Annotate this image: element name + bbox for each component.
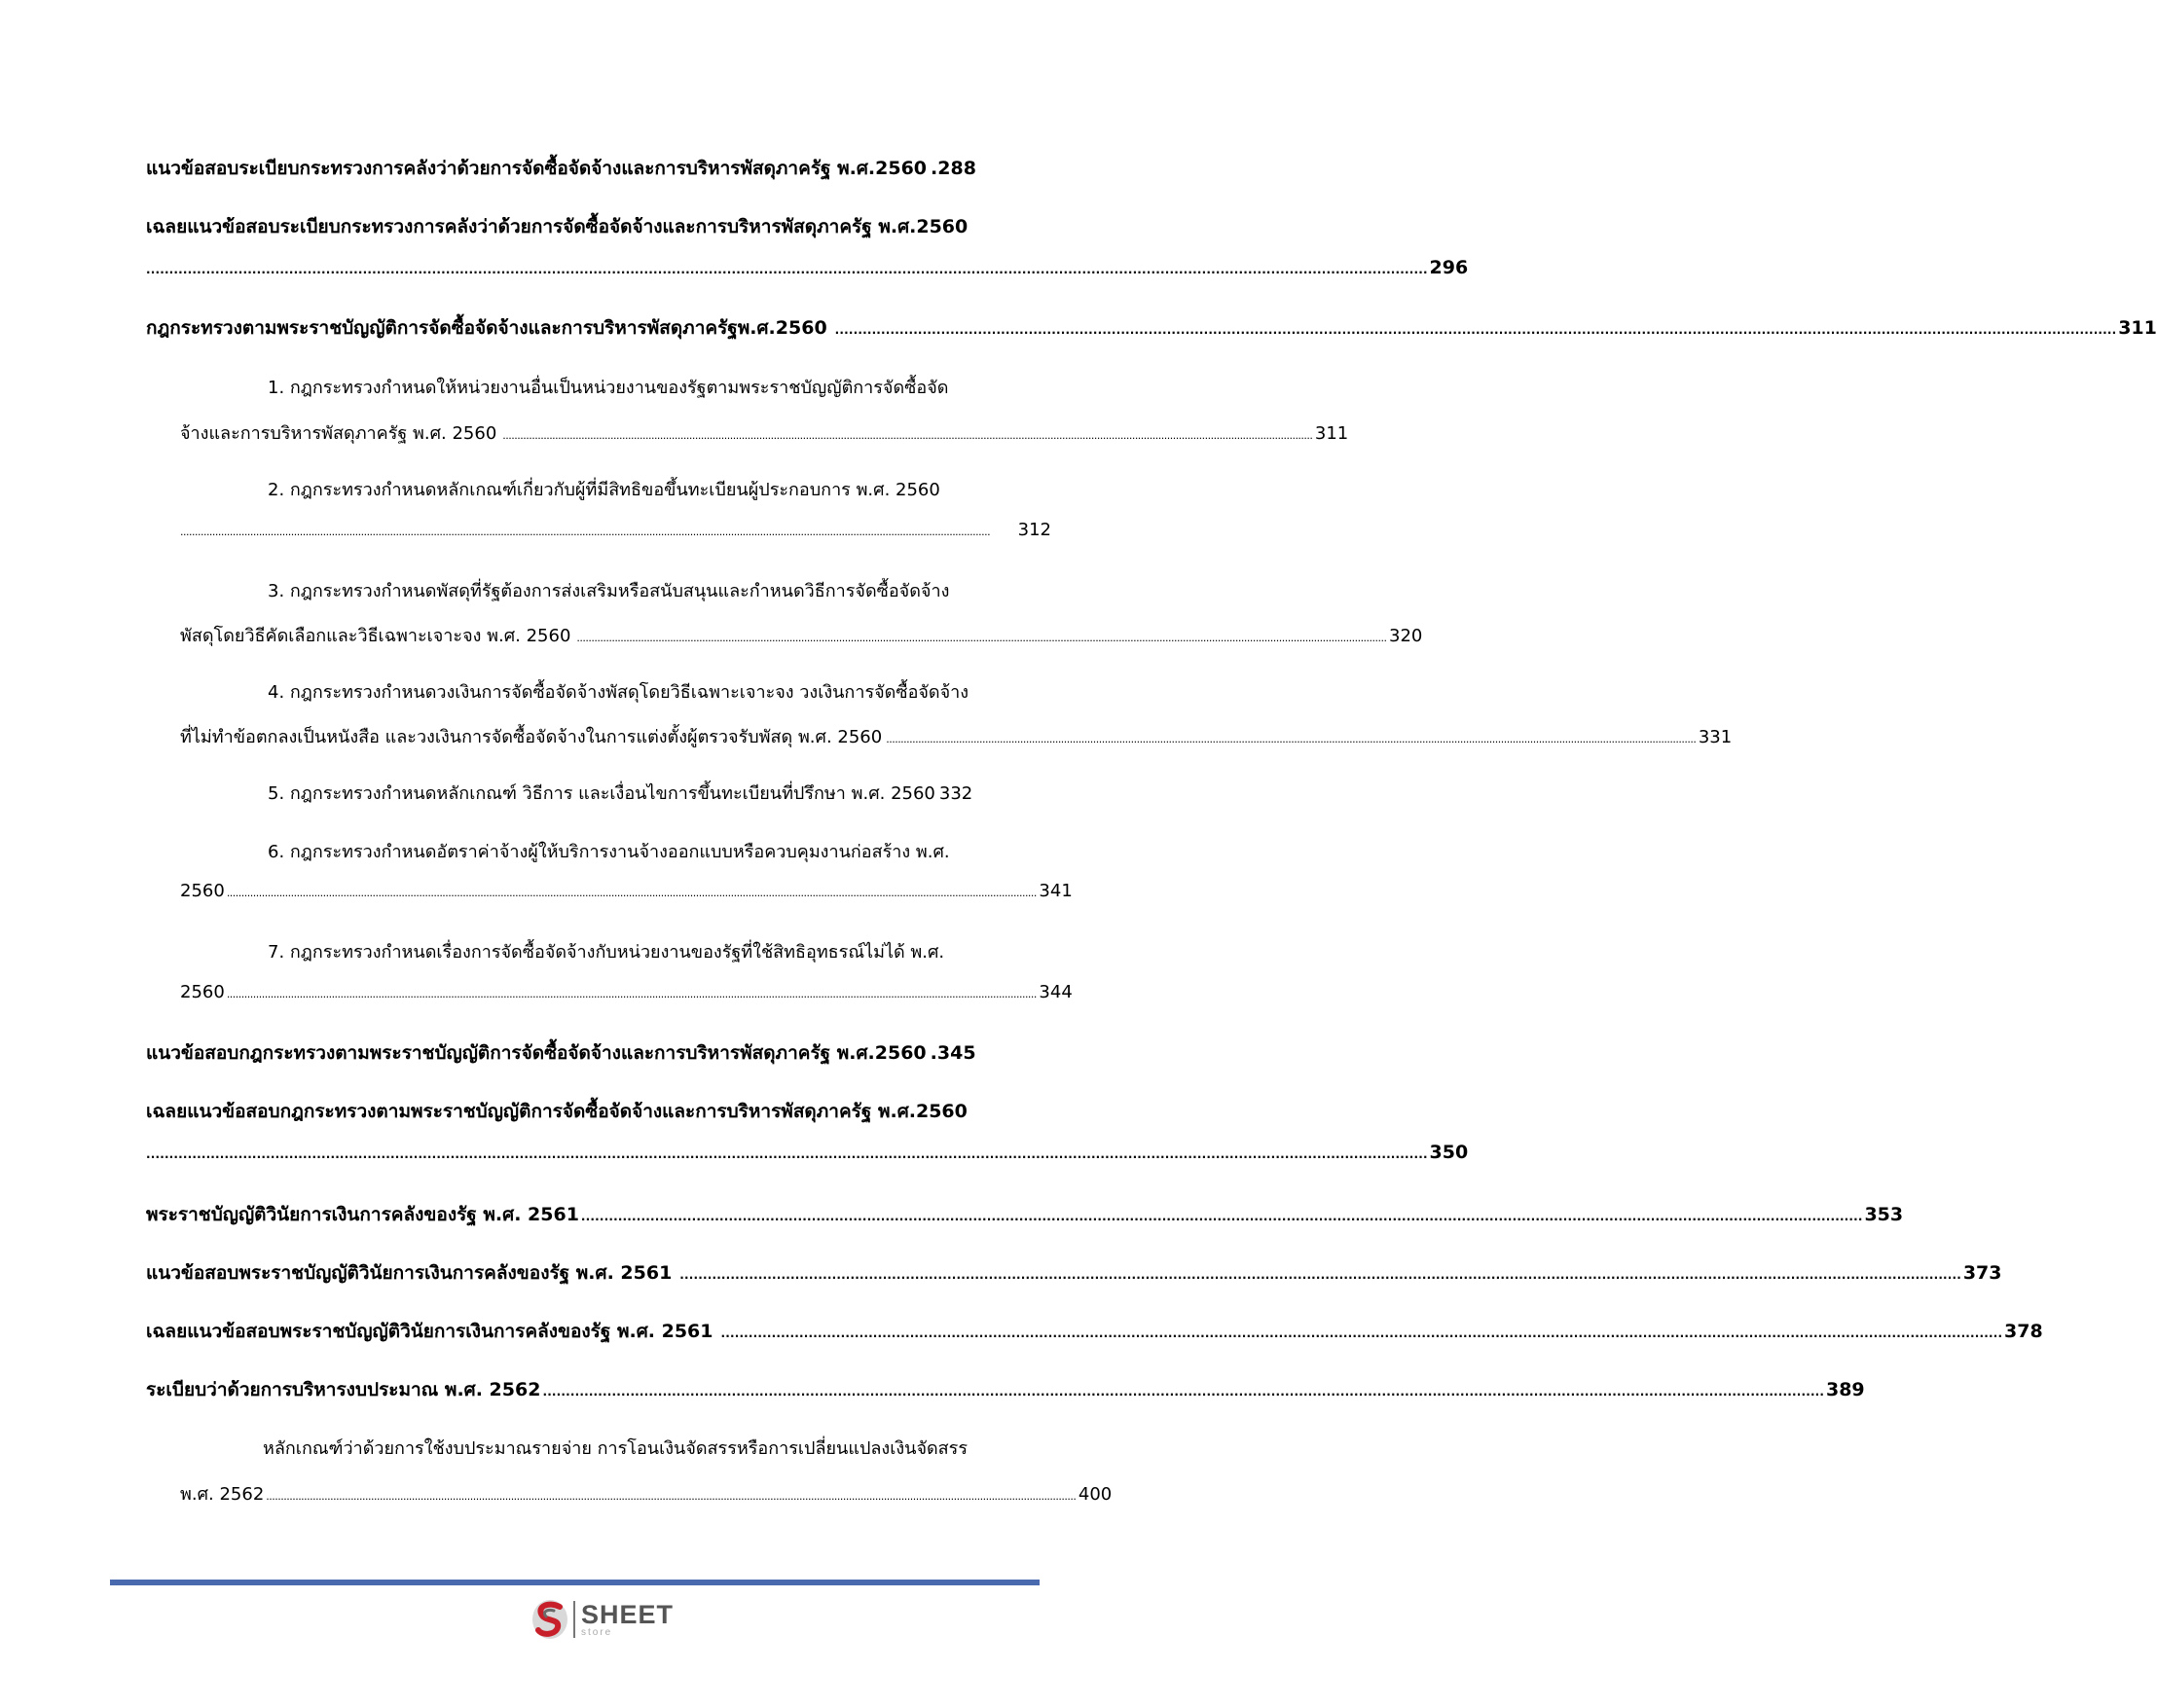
toc-subentry[interactable] [268,373,1051,401]
toc-entry-title-cont: 2560 [180,982,225,1002]
toc-subentry-cont [180,982,1073,1002]
toc-entry-title: แนวข้อสอบระเบียบกระทรวงการคลังว่าด้วยการจัดซื้อจัดจ้างและการบริหารพัสดุภาครัฐ พ.ศ.2560 [146,158,928,179]
toc-entry-page: 400 [1078,1484,1113,1505]
toc-entry[interactable] [146,212,1051,241]
toc-entry-title: เฉลยแนวข้อสอบพระราชบัญญัติวินัยการเงินการคลังของรัฐ พ.ศ. 2561 [146,1321,713,1342]
dot-leader [721,1321,2001,1342]
toc-entry-title: 2. กฎกระทรวงกำหนดหลักเกณฑ์เกี่ยวกับผู้ที่มีสิทธิขอขึ้นทะเบียนผู้ประกอบการ พ.ศ. 2560 [268,480,940,500]
toc-entry-title: หลักเกณฑ์ว่าด้วยการใช้งบประมาณรายจ่าย การโอนเงินจัดสรรหรือการเปลี่ยนแปลงเงินจัดสรร [263,1438,969,1459]
toc-entry-title-cont: จ้างและการบริหารพัสดุภาครัฐ พ.ศ. 2560 [180,423,497,444]
dot-leader [146,257,1426,278]
toc-entry-page: 311 [2118,317,2157,339]
toc-entry-title-cont: 2560 [180,881,225,901]
toc-subentry[interactable] [268,779,1051,807]
toc-entry-title-cont: พัสดุโดยวิธีคัดเลือกและวิธีเฉพาะเจาะจง พ.ศ. 2560 [180,626,571,646]
logo-subword: store [581,1626,613,1638]
sheet-store-s-logo-icon [530,1597,569,1642]
logo-wordmark [581,1599,675,1638]
toc-entry-title: แนวข้อสอบกฎกระทรวงตามพระราชบัญญัติการจัดซื้อจัดจ้างและการบริหารพัสดุภาครัฐ พ.ศ.2560 [146,1042,927,1064]
toc-entry-title: พระราชบัญญัติวินัยการเงินการคลังของรัฐ พ.ศ. 2561 [146,1204,579,1225]
dot-leader [576,626,1385,646]
toc-entry[interactable] [146,1038,1051,1068]
dot-leader [502,423,1311,444]
toc-entry-leader-line [146,1142,1469,1163]
dot-leader [146,1142,1426,1163]
toc-subentry[interactable] [268,576,1051,604]
dot-leader [886,727,1695,747]
dot-leader [835,317,2115,339]
toc-entry-page: 378 [2004,1321,2043,1342]
toc-entry-title: 4. กฎกระทรวงกำหนดวงเงินการจัดซื้อจัดจ้างพัสดุโดยวิธีเฉพาะเจาะจง วงเงินการจัดซื้อจัดจ้าง [268,682,969,703]
toc-entry-page: 331 [1698,727,1733,747]
toc-entry-leader-line [146,257,1469,278]
toc-entry-page: 320 [1389,626,1423,646]
toc-entry-title: 7. กฎกระทรวงกำหนดเรื่องการจัดซื้อจัดจ้างกับหน่วยงานของรัฐที่ใช้สิทธิอุทธรณ์ไม่ได้ พ.ศ. [268,942,945,963]
toc-subentry[interactable] [268,837,1051,865]
toc-entry-title: แนวข้อสอบพระราชบัญญัติวินัยการเงินการคลังของรัฐ พ.ศ. 2561 [146,1262,673,1284]
toc-entry-page: 341 [1039,881,1073,901]
dot-leader [227,881,1036,901]
toc-subentry-cont [180,520,1051,540]
toc-entry-title-cont: ที่ไม่ทำข้อตกลงเป็นหนังสือ และวงเงินการจัดซื้อจัดจ้างในการแต่งตั้งผู้ตรวจรับพัสดุ พ.ศ. 2560 [180,727,883,747]
toc-entry[interactable] [146,154,1051,183]
footer-divider [110,1580,1040,1585]
toc-entry-title: เฉลยแนวข้อสอบกฎกระทรวงตามพระราชบัญญัติการจัดซื้อจัดจ้างและการบริหารพัสดุภาครัฐ พ.ศ.2560 [146,1101,968,1122]
toc-subentry-cont [180,621,1423,649]
dot-leader [180,520,1014,540]
sheet-store-logo [530,1594,674,1645]
toc-entry[interactable] [146,1200,1904,1229]
toc-entry-title: 3. กฎกระทรวงกำหนดพัสดุที่รัฐต้องการส่งเสริมหรือสนับสนุนและกำหนดวิธีการจัดซื้อจัดจ้าง [268,581,950,601]
toc-entry-page: 350 [1429,1142,1469,1163]
logo-word: SHEET [581,1599,675,1629]
toc-subentry-cont [180,418,1349,447]
toc-entry-title: 6. กฎกระทรวงกำหนดอัตราค่าจ้างผู้ให้บริการงานจ้างออกแบบหรือควบคุมงานก่อสร้าง พ.ศ. [268,842,950,862]
toc-entry-page: 389 [1825,1379,1865,1400]
toc-entry-title-cont: พ.ศ. 2562 [180,1484,265,1505]
toc-entry[interactable] [146,1317,2043,1346]
toc-entry[interactable] [146,1375,1865,1404]
toc-entry-page: 296 [1429,257,1469,278]
toc-subentry[interactable] [268,677,1051,706]
toc-entry-page: 344 [1039,982,1073,1002]
toc-entry[interactable] [146,313,2157,343]
toc-entry-page: 311 [1314,423,1349,444]
dot-leader [542,1379,1822,1400]
toc-subentry-cont [180,722,1733,750]
toc-subentry[interactable] [268,475,1051,503]
toc-entry-page: .345 [930,1042,976,1064]
logo-separator [573,1601,575,1638]
toc-entry-page: 312 [1017,520,1051,540]
dot-leader [581,1204,1861,1225]
dot-leader [266,1484,1075,1505]
dot-leader [679,1262,1959,1284]
toc-entry-title: 5. กฎกระทรวงกำหนดหลักเกณฑ์ วิธีการ และเงื่อนไขการขึ้นทะเบียนที่ปรึกษา พ.ศ. 2560 [268,783,935,804]
toc-subentry[interactable] [263,1434,1051,1462]
toc-entry-page: 373 [1962,1262,2002,1284]
toc-entry-title: ระเบียบว่าด้วยการบริหารงบประมาณ พ.ศ. 2562 [146,1379,541,1400]
toc-entry[interactable] [146,1258,2002,1288]
toc-entry-title: กฎกระทรวงตามพระราชบัญญัติการจัดซื้อจัดจ้างและการบริหารพัสดุภาครัฐพ.ศ.2560 [146,317,827,339]
toc-entry-page: 353 [1864,1204,1904,1225]
toc-entry[interactable] [146,1097,1051,1126]
toc-entry-page: .288 [931,158,976,179]
toc-entry-title: เฉลยแนวข้อสอบระเบียบกระทรวงการคลังว่าด้วยการจัดซื้อจัดจ้างและการบริหารพัสดุภาครัฐ พ.ศ.2560 [146,216,969,237]
dot-leader [227,982,1036,1002]
toc-entry-page: 332 [938,783,973,804]
toc-subentry[interactable] [268,937,1051,965]
toc-entry-title: 1. กฎกระทรวงกำหนดให้หน่วยงานอื่นเป็นหน่วยงานของรัฐตามพระราชบัญญัติการจัดซื้อจัด [268,378,949,398]
toc-subentry-cont [180,1479,1113,1508]
toc-subentry-cont [180,881,1073,901]
